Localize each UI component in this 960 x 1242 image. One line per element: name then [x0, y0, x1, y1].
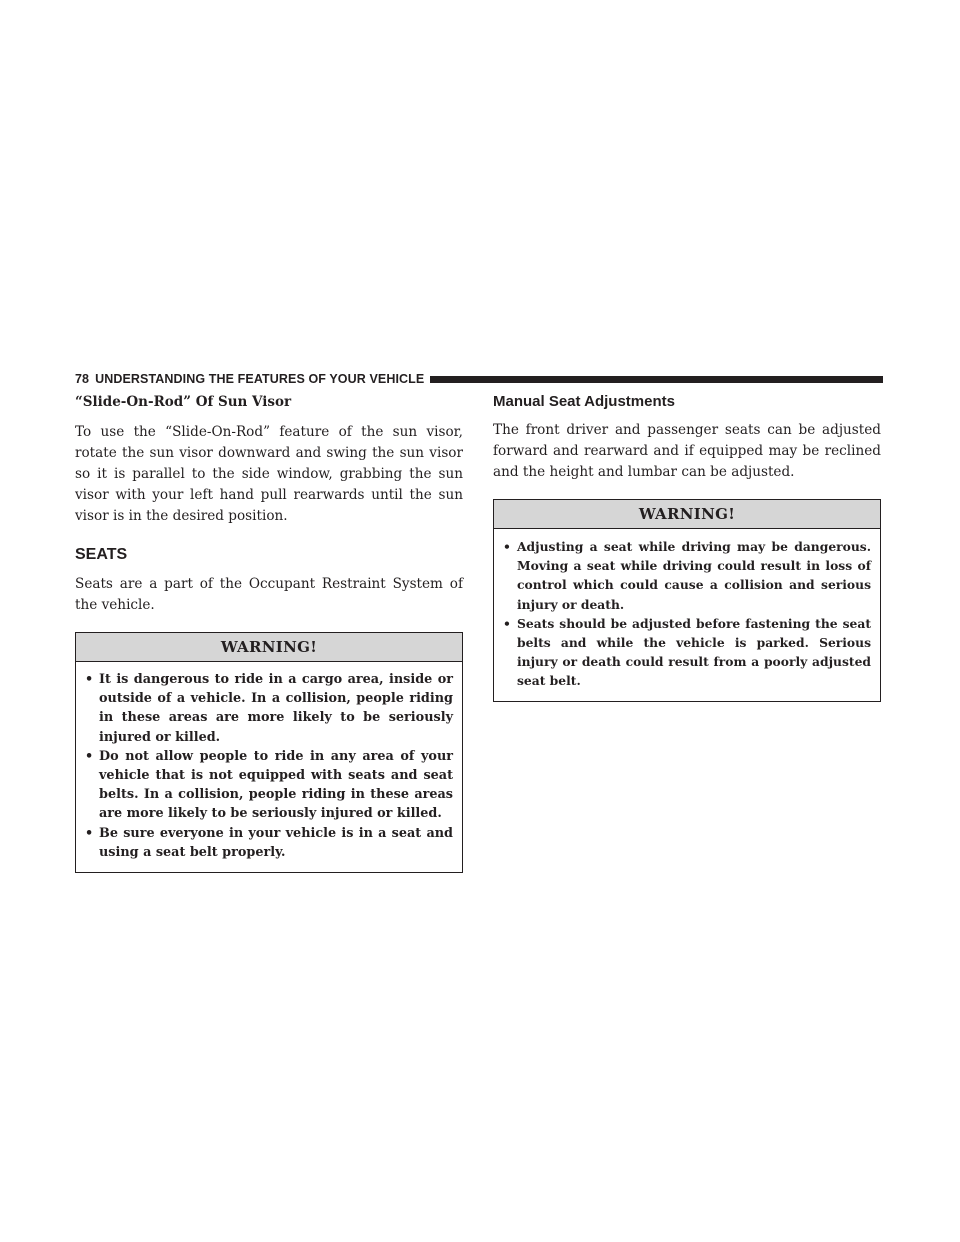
seats-heading: SEATS	[75, 546, 128, 563]
warning-item: • Seats should be adjusted before fastening the seat belts and while the vehicle is parked. Serious injury or death could result from a poorly adjusted seat belt.	[503, 615, 871, 689]
warning-list	[494, 529, 880, 701]
header-title: UNDERSTANDING THE FEATURES OF YOUR VEHICLE	[95, 372, 425, 386]
page-number: 78	[75, 372, 90, 386]
warning-title: WARNING!	[76, 633, 462, 662]
bullet-icon: •	[503, 615, 511, 631]
bullet-icon: •	[503, 539, 511, 554]
occupant-warning-box	[75, 632, 463, 873]
warning-item: • Do not allow people to ride in any area of your vehicle that is not equipped with seats and seat belts. In a collision, people riding in these areas are more likely to be seriously injured or killed.	[85, 748, 453, 822]
bullet-icon: •	[85, 748, 94, 764]
header-rule	[430, 376, 883, 383]
left-column	[75, 393, 463, 873]
bullet-icon: •	[85, 672, 94, 687]
manual-seat-heading: Manual Seat Adjustments	[493, 393, 675, 410]
seats-paragraph: Seats are a part of the Occupant Restraint System of the vehicle.	[75, 576, 463, 613]
bullet-icon: •	[85, 825, 94, 841]
seat-adjust-warning-box	[493, 499, 881, 702]
warning-item: • It is dangerous to ride in a cargo area, inside or outside of a vehicle. In a collision, people riding in these areas are more likely to be seriously injured or killed.	[85, 672, 453, 745]
page-header	[75, 372, 883, 386]
warning-list	[76, 662, 462, 872]
visor-paragraph: To use the “Slide-On-Rod” feature of the sun visor, rotate the sun visor downward and swing the sun visor so it is parallel to the side window, grabbing the sun visor with your left hand pull rearwards until the sun visor is in the desired position.	[75, 424, 463, 524]
manual-seat-paragraph: The front driver and passenger seats can be adjusted forward and rearward and if equipped may be reclined and the height and lumbar can be adjusted.	[493, 422, 881, 480]
warning-item: • Be sure everyone in your vehicle is in a seat and using a seat belt properly.	[85, 825, 453, 860]
warning-item: • Adjusting a seat while driving may be dangerous. Moving a seat while driving could result in loss of control which could cause a collision and serious injury or death.	[503, 539, 871, 612]
visor-heading: “Slide-On-Rod” Of Sun Visor	[75, 394, 292, 410]
warning-title: WARNING!	[494, 500, 880, 529]
right-column	[493, 393, 881, 702]
